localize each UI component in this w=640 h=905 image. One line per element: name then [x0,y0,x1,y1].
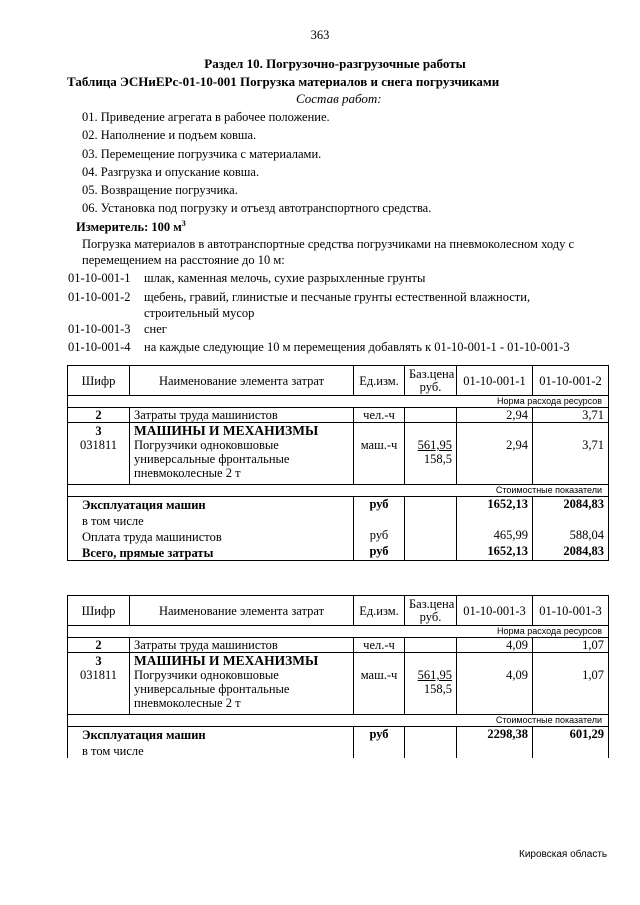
total-name: Всего, прямые затраты [68,544,354,561]
row-name-line: Погрузчики одноковшовые [134,668,279,682]
table-row [68,653,609,669]
row-name-line: Погрузчики одноковшовые [134,438,279,452]
composition-title: Состав работ: [296,91,382,106]
work-item: 03. Перемещение погрузчика с материалами. [82,147,322,161]
exploit-value-1: 2298,38 [457,727,533,743]
row-value-1: 4,09 [457,668,533,715]
cost-table-2 [67,595,609,758]
total-value-1: 1652,13 [457,544,533,561]
page-number: 363 [310,28,330,42]
pay-unit: руб [354,528,405,544]
table-row [68,438,609,485]
group-name: МАШИНЫ И МЕХАНИЗМЫ [130,653,354,669]
exploit-unit: руб [354,727,405,743]
header-col1: 01-10-001-1 [457,366,533,396]
row-unit: чел.-ч [354,408,405,423]
row-name-line: пневмоколесные 2 т [134,466,241,480]
item-code: 01-10-001-1 [68,271,131,285]
norm-section-label: Норма расхода ресурсов [68,626,609,638]
footer-region: Кировская область [519,849,608,860]
cost-table-1 [67,365,609,561]
row-value-2: 1,07 [533,668,609,715]
row-value-2: 3,71 [533,438,609,485]
table-row [68,727,609,743]
total-unit: руб [354,544,405,561]
row-value-2: 3,71 [533,408,609,423]
group-name: МАШИНЫ И МЕХАНИЗМЫ [130,423,354,439]
meter-label [76,219,186,235]
header-name: Наименование элемента затрат [130,366,354,396]
group-code: 3 [68,653,130,669]
exploit-name: Эксплуатация машин [68,497,354,513]
row-code: 2 [68,638,130,653]
work-item: 04. Разгрузка и опускание ковша. [82,165,260,179]
table-row [68,423,609,439]
row-price [405,438,457,485]
including-label: в том числе [68,512,354,528]
row-unit: чел.-ч [354,638,405,653]
row-price [405,668,457,715]
header-code: Шифр [68,596,130,626]
table-row [68,668,609,715]
row-value-2: 1,07 [533,638,609,653]
group-code: 3 [68,423,130,439]
header-price-line2: руб. [419,379,442,394]
row-code: 031811 [68,668,130,715]
row-value-1: 4,09 [457,638,533,653]
row-name-line: универсальные фронтальные [134,452,290,466]
table-title: Таблица ЭСНиЕРс-01-10-001 Погрузка материалов и снега погрузчиками [67,74,500,89]
item-code: 01-10-001-4 [68,340,131,354]
item-text: снег [144,322,167,336]
row-unit: маш.-ч [354,438,405,485]
pay-value-2: 588,04 [533,528,609,544]
row-name: Затраты труда машинистов [130,638,354,653]
table-row [68,512,609,528]
row-name-line: универсальные фронтальные [134,682,290,696]
item-text: на каждые следующие 10 м перемещения добавлять к 01-10-001-1 - 01-10-001-3 [144,340,570,354]
norm-section-label: Норма расхода ресурсов [68,396,609,408]
row-value-1: 2,94 [457,438,533,485]
header-unit: Ед.изм. [354,596,405,626]
including-label: в том числе [68,742,354,758]
row-code: 2 [68,408,130,423]
total-value-2: 2084,83 [533,544,609,561]
header-col2: 01-10-001-2 [533,366,609,396]
row-code: 031811 [68,438,130,485]
header-unit: Ед.изм. [354,366,405,396]
work-item: 01. Приведение агрегата в рабочее положение. [82,110,330,124]
header-price-line2: руб. [419,609,442,624]
meter-sup: 3 [181,219,186,228]
pay-value-1: 465,99 [457,528,533,544]
intro-line: перемещением на расстояние до 10 м: [82,253,285,267]
row-unit: маш.-ч [354,668,405,715]
table-row [68,497,609,513]
header-col1: 01-10-001-3 [457,596,533,626]
work-item: 02. Наполнение и подъем ковша. [82,128,257,142]
row-price-line: 158,5 [423,682,452,696]
header-price [405,596,457,626]
header-name: Наименование элемента затрат [130,596,354,626]
meter-text: Измеритель: 100 м [76,220,182,235]
row-name [130,438,354,485]
row-price-line: 158,5 [423,452,452,466]
header-code: Шифр [68,366,130,396]
exploit-name: Эксплуатация машин [68,727,354,743]
header-price-line1: Баз.цена [409,596,455,611]
header-price-line1: Баз.цена [409,366,455,381]
exploit-value-2: 2084,83 [533,497,609,513]
work-item: 05. Возвращение погрузчика. [82,183,238,197]
exploit-unit: руб [354,497,405,513]
intro-line: Погрузка материалов в автотранспортные средства погрузчиками на пневмоколесном ходу с [82,237,575,251]
header-price [405,366,457,396]
table-row [68,638,609,653]
pay-name: Оплата труда машинистов [68,528,354,544]
row-value-1: 2,94 [457,408,533,423]
exploit-value-2: 601,29 [533,727,609,743]
item-text: строительный мусор [144,306,255,320]
cost-section-label: Стоимостные показатели [68,485,609,497]
item-text: щебень, гравий, глинистые и песчаные грунты естественной влажности, [144,290,531,304]
item-text: шлак, каменная мелочь, сухие разрыхленные грунты [144,271,426,285]
table-row [68,742,609,758]
row-price-line: 561,95 [417,668,452,682]
section-title: Раздел 10. Погрузочно-разгрузочные работы [204,56,466,71]
table-row [68,528,609,544]
exploit-value-1: 1652,13 [457,497,533,513]
item-code: 01-10-001-3 [68,322,131,336]
work-item: 06. Установка под погрузку и отъезд автотранспортного средства. [82,201,432,215]
row-name-line: пневмоколесные 2 т [134,696,241,710]
table-row [68,544,609,561]
item-code: 01-10-001-2 [68,290,131,304]
row-name [130,668,354,715]
row-name: Затраты труда машинистов [130,408,354,423]
cost-section-label: Стоимостные показатели [68,715,609,727]
row-price-line: 561,95 [417,438,452,452]
header-col2: 01-10-001-3 [533,596,609,626]
table-row [68,408,609,423]
